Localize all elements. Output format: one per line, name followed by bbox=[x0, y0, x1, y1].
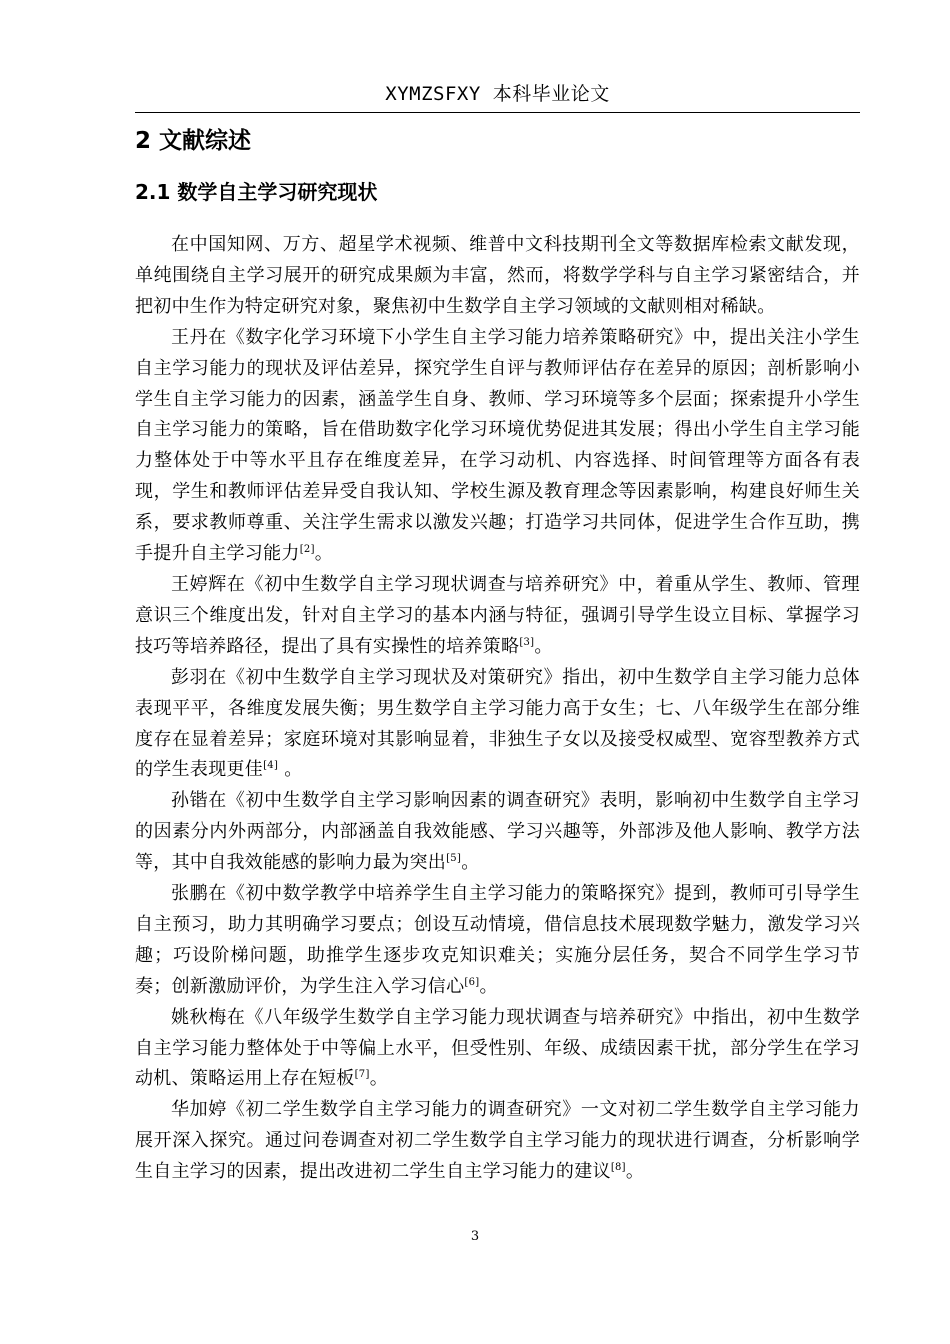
paragraph-tail: 。 bbox=[534, 635, 553, 657]
paragraph-text: 王丹在《数字化学习环境下小学生自主学习能力培养策略研究》中，提出关注小学生自主学习能力的现状及评估差异，探究学生自评与教师评估存在差异的原因；剖析影响小学生自主学习能力的因素，涵盖学生自身、教师、学习环境等多个层面；探索提升小学生自主学习能力的策略，旨在借助数字化学习环境优势促进其发展；得出小学生自主学习能力整体处于中等水平且存在维度差异，在学习动机、内容选择、时间管理等方面各有表现，学生和教师评估差异受自我认知、学校生源及教育理念等因素影响，构建良好师生关系，要求教师尊重、关注学生需求以激发兴趣；打造学习共同体，促进学生合作互助，携手提升自主学习能力 bbox=[135, 326, 860, 565]
paragraph-text: 孙锴在《初中生数学自主学习影响因素的调查研究》表明，影响初中生数学自主学习的因素分内外两部分，内部涵盖自我效能感、学习兴趣等，外部涉及他人影响、教学方法等，其中自我效能感的影响力最为突出 bbox=[135, 790, 860, 874]
citation-ref: [7] bbox=[354, 1069, 370, 1081]
paragraph-tail: 。 bbox=[479, 975, 498, 997]
paragraph-tail: 。 bbox=[278, 759, 303, 781]
citation-ref: [2] bbox=[299, 544, 315, 556]
citation-ref: [4] bbox=[263, 760, 279, 772]
subsection-heading: 2.1 数学自主学习研究现状 bbox=[135, 180, 378, 204]
citation-ref: [3] bbox=[519, 636, 535, 648]
paragraph bbox=[135, 570, 860, 663]
paragraph-text: 张鹏在《初中数学教学中培养学生自主学习能力的策略探究》提到，教师可引导学生自主预习，助力其明确学习要点；创设互动情境，借信息技术展现数学魅力，激发学习兴趣；巧设阶梯问题，助推学生逐步攻克知识难关；实施分层任务，契合不同学生学习节奏；创新激励评价，为学生注入学习信心 bbox=[135, 883, 860, 997]
paragraph bbox=[135, 323, 860, 570]
citation-ref: [8] bbox=[610, 1162, 626, 1174]
section-heading: 2 文献综述 bbox=[135, 128, 252, 154]
paragraph-text: 姚秋梅在《八年级学生数学自主学习能力现状调查与培养研究》中指出，初中生数学自主学习能力整体处于中等偏上水平，但受性别、年级、成绩因素干扰，部分学生在学习动机、策略运用上存在短板 bbox=[135, 1006, 860, 1090]
header-title: XYMZSFXY 本科毕业论文 bbox=[385, 83, 610, 105]
paragraph-text: 王婷辉在《初中生数学自主学习现状调查与培养研究》中，着重从学生、教师、管理意识三个维度出发，针对自主学习的基本内涵与特征，强调引导学生设立目标、掌握学习技巧等培养路径，提出了具有实操性的培养策略 bbox=[135, 573, 860, 657]
paragraph-text: 华加婷《初二学生数学自主学习能力的调查研究》一文对初二学生数学自主学习能力展开深入探究。通过问卷调查对初二学生数学自主学习能力的现状进行调查，分析影响学生自主学习的因素，提出改进初二学生自主学习能力的建议 bbox=[135, 1099, 860, 1183]
body-text bbox=[135, 230, 860, 1188]
paragraph bbox=[135, 230, 860, 323]
page-number: 3 bbox=[470, 1229, 480, 1244]
citation-ref: [6] bbox=[464, 976, 480, 988]
running-header bbox=[135, 80, 860, 113]
paragraph bbox=[135, 1003, 860, 1096]
paragraph-text: 在中国知网、万方、超星学术视频、维普中文科技期刊全文等数据库检索文献发现，单纯围绕自主学习展开的研究成果颇为丰富，然而，将数学学科与自主学习紧密结合，并把初中生作为特定研究对象，聚焦初中生数学自主学习领域的文献则相对稀缺。 bbox=[135, 234, 860, 317]
paragraph-tail: 。 bbox=[314, 543, 334, 565]
paragraph bbox=[135, 1095, 860, 1188]
paragraph-text: 彭羽在《初中生数学自主学习现状及对策研究》指出，初中生数学自主学习能力总体表现平平，各维度发展失衡；男生数学自主学习能力高于女生；七、八年级学生在部分维度存在显着差异；家庭环境对其影响显着，非独生子女以及接受权威型、宽容型教养方式的学生表现更佳 bbox=[135, 666, 860, 781]
paragraph bbox=[135, 879, 860, 1003]
paragraph-tail: 。 bbox=[461, 852, 480, 874]
paragraph-tail: 。 bbox=[625, 1161, 645, 1183]
paragraph bbox=[135, 663, 860, 787]
citation-ref: [5] bbox=[446, 853, 462, 865]
paragraph bbox=[135, 786, 860, 879]
paragraph-tail: 。 bbox=[369, 1068, 388, 1090]
